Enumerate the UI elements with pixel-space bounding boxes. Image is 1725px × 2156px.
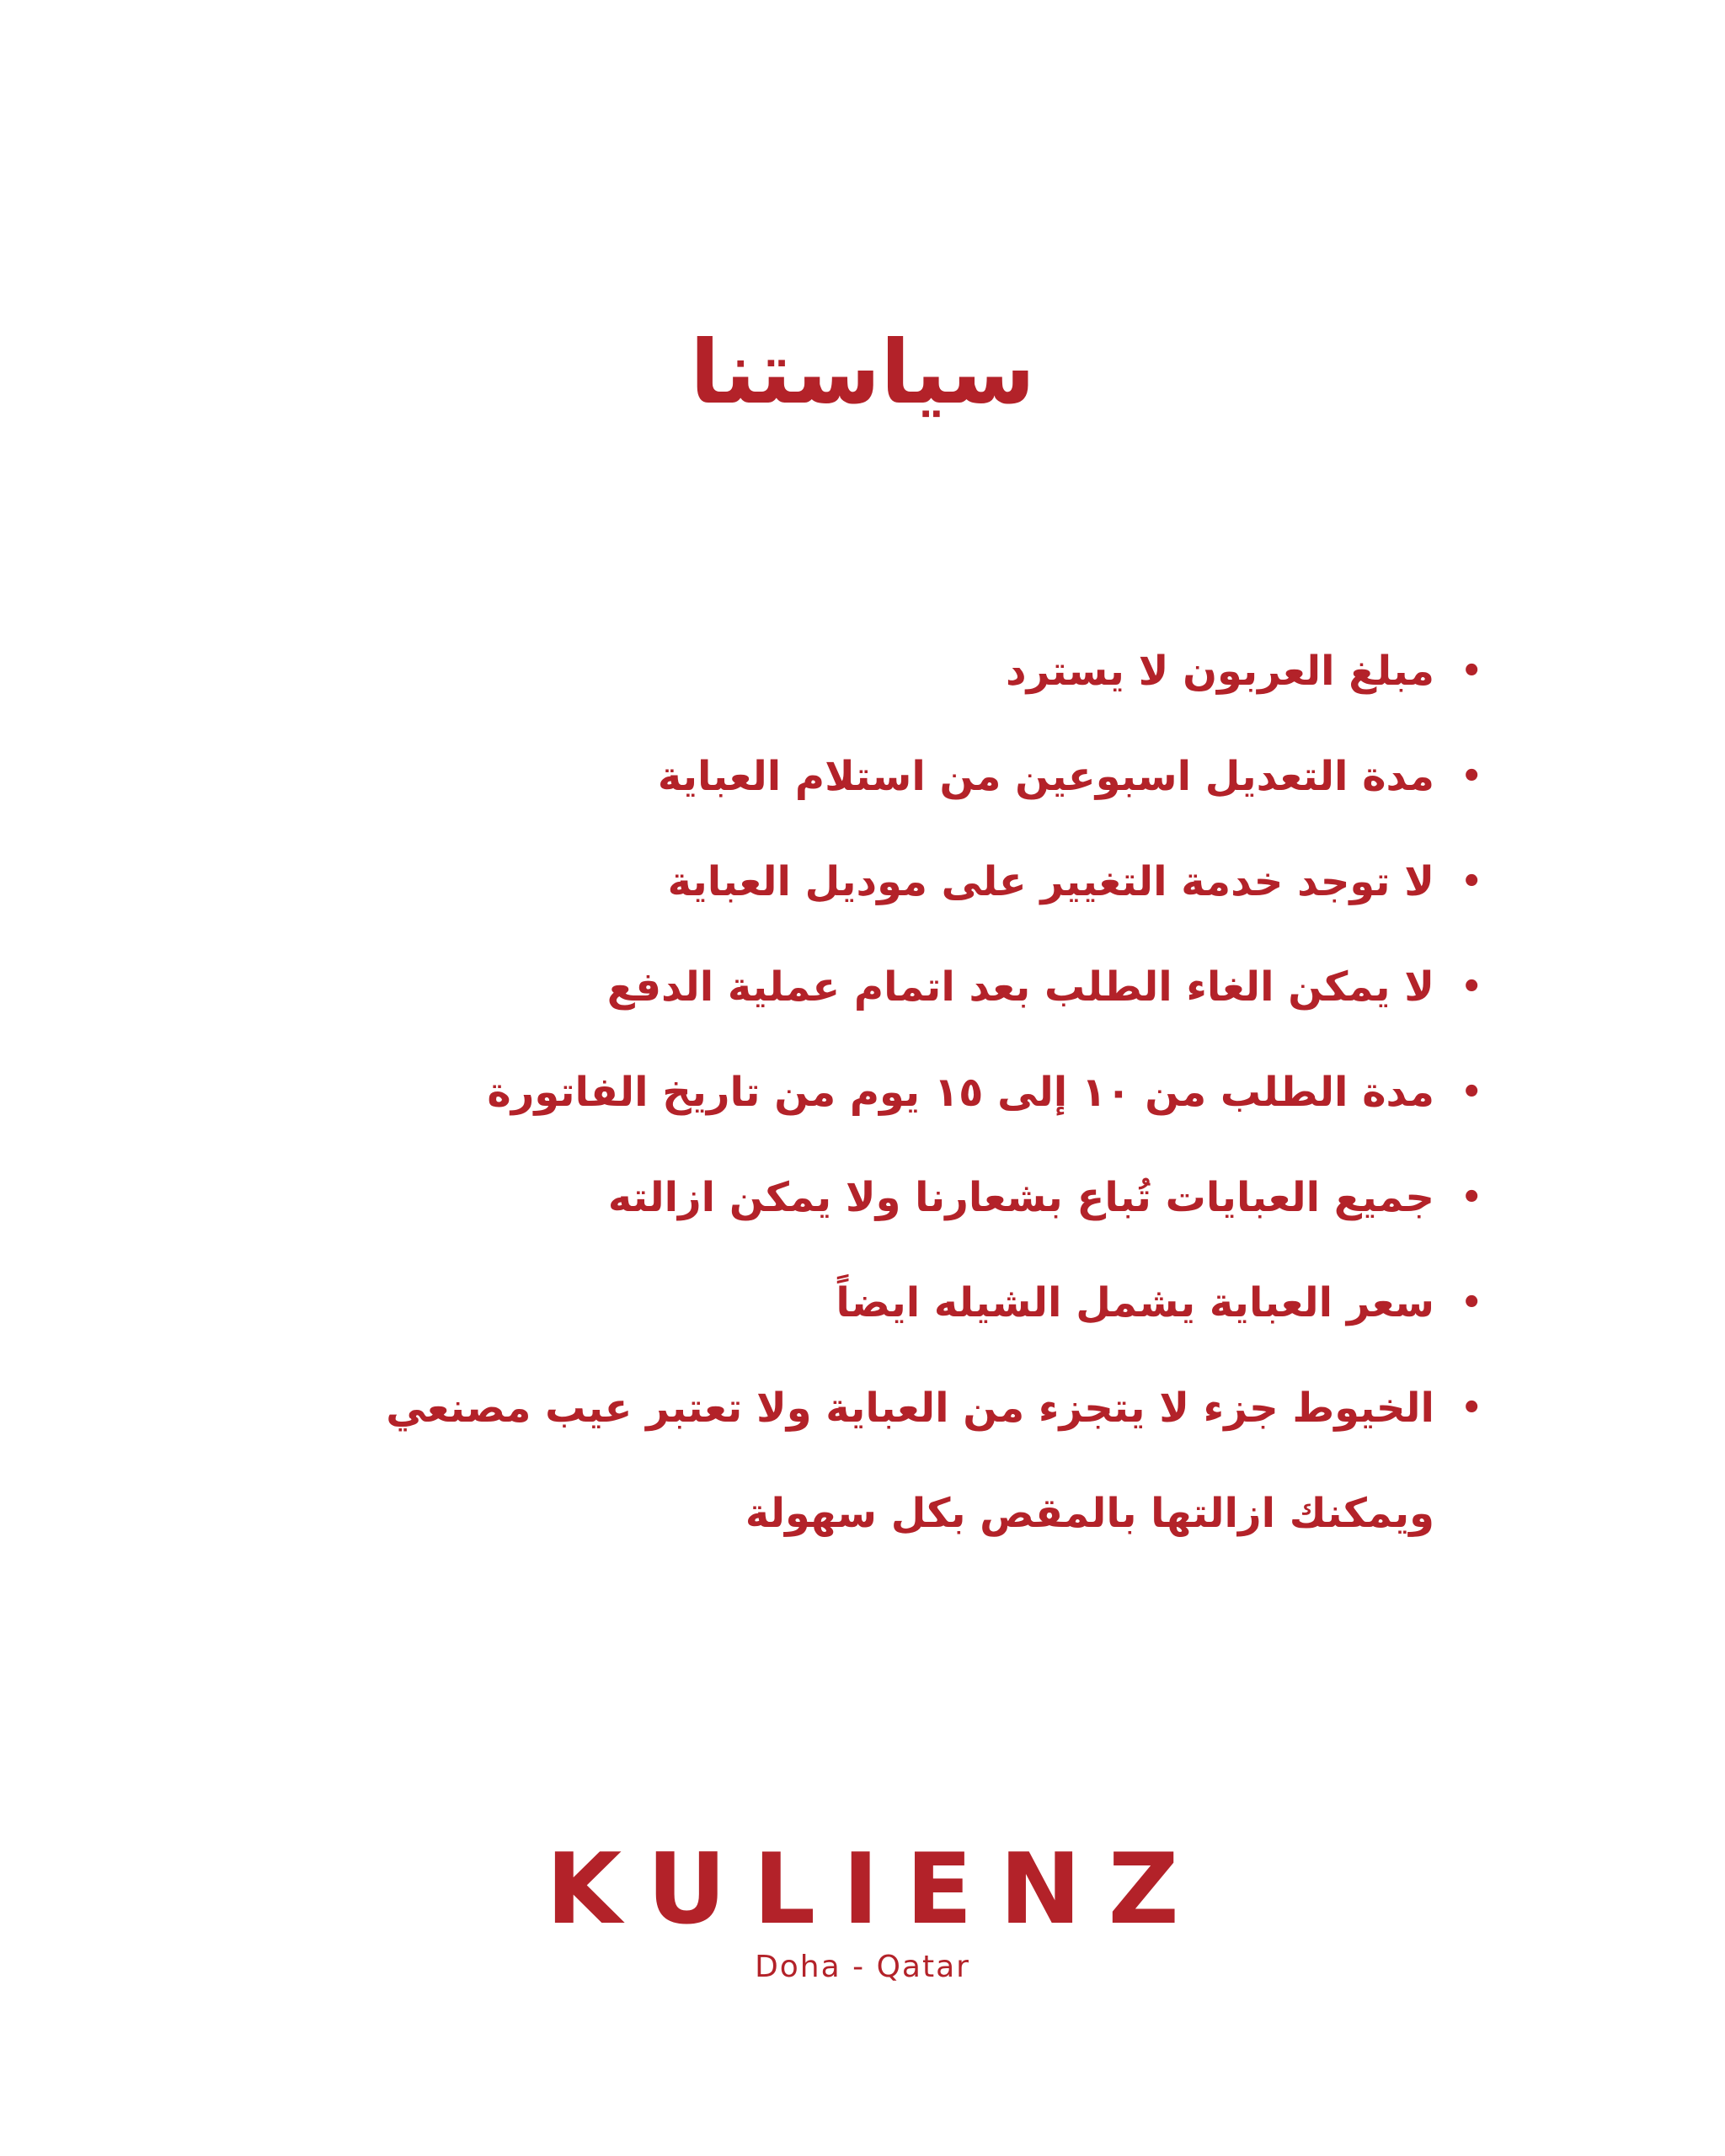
- page-title: سياستنا: [689, 321, 1035, 424]
- brand-logo: KULIENZ: [546, 1833, 1206, 1946]
- brand-footer: [0, 1833, 1725, 1985]
- bullet-icon: •: [1461, 968, 1482, 1006]
- policy-text: جميع العبايات تُباع بشعارنا ولا يمكن ازالته: [607, 1174, 1434, 1221]
- policy-item-4: [255, 935, 1482, 1040]
- policy-text: لا توجد خدمة التغيير على موديل العباية: [667, 858, 1434, 905]
- policy-item-2: [255, 724, 1482, 830]
- policy-item-5: [255, 1040, 1482, 1145]
- bullet-icon: •: [1461, 1283, 1482, 1322]
- policy-text: لا يمكن الغاء الطلب بعد اتمام عملية الدفع: [606, 963, 1434, 1011]
- bullet-icon: •: [1461, 652, 1482, 691]
- bullet-icon: •: [1461, 1389, 1482, 1428]
- policy-text: سعر العباية يشمل الشيله ايضاً: [836, 1279, 1434, 1326]
- policy-text: الخيوط جزء لا يتجزء من العباية ولا تعتبر عيب مصنعي ويمكنك ازالتها بالمقص بكل سهولة: [386, 1385, 1434, 1537]
- brand-location: Doha - Qatar: [755, 1949, 970, 1984]
- policy-list: [255, 619, 1482, 1566]
- policy-item-8: [255, 1356, 1482, 1566]
- bullet-icon: •: [1461, 1178, 1482, 1217]
- policy-text: مبلغ العربون لا يسترد: [1005, 648, 1434, 695]
- bullet-icon: •: [1461, 757, 1482, 796]
- policy-item-6: [255, 1145, 1482, 1251]
- policy-item-1: [255, 619, 1482, 724]
- policy-item-3: [255, 830, 1482, 935]
- policy-text: مدة الطلب من ١٠ إلى ١٥ يوم من تاريخ الفاتورة: [487, 1069, 1434, 1116]
- bullet-icon: •: [1461, 1073, 1482, 1112]
- policy-item-7: [255, 1251, 1482, 1356]
- bullet-icon: •: [1461, 862, 1482, 901]
- policy-text: مدة التعديل اسبوعين من استلام العباية: [657, 753, 1434, 800]
